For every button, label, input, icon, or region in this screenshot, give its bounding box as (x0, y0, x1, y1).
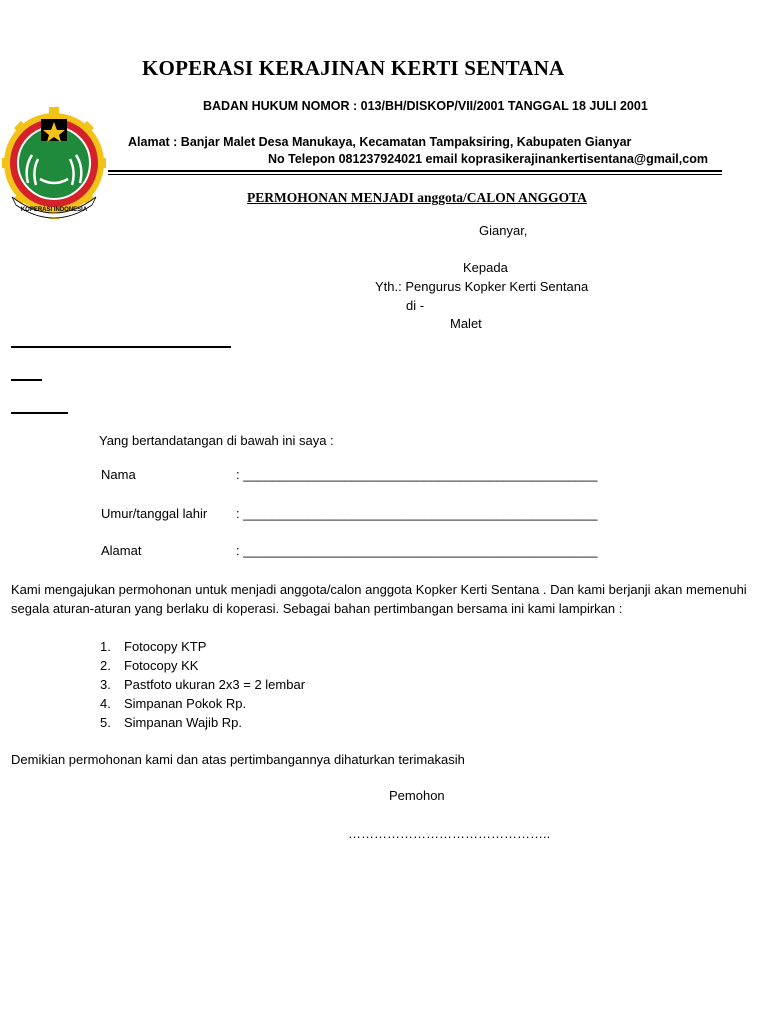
place-date: Gianyar, (479, 223, 528, 238)
list-number: 5. (100, 715, 111, 730)
attachments-list (100, 637, 305, 732)
field-label-age-birthdate: Umur/tanggal lahir (101, 506, 208, 521)
list-number: 2. (100, 658, 111, 673)
recipient-di: di - (406, 298, 425, 313)
field-input-age-birthdate[interactable]: : _________________________________________________ (236, 506, 598, 521)
list-item (100, 637, 305, 656)
list-number: 3. (100, 677, 111, 692)
organization-contact: No Telepon 081237924021 email koprasikerajinankertisentana@gmail,com (268, 152, 708, 166)
organization-address: Alamat : Banjar Malet Desa Manukaya, Kecamatan Tampaksiring, Kabupaten Gianyar (128, 135, 632, 149)
recipient: Yth.: Pengurus Kopker Kerti Sentana (375, 279, 589, 294)
form-intro: Yang bertandatangan di bawah ini saya : (99, 433, 334, 448)
field-input-name[interactable]: : _________________________________________________ (236, 467, 598, 482)
blank-line-3 (11, 412, 68, 414)
list-text: Pastfoto ukuran 2x3 = 2 lembar (124, 677, 306, 692)
list-item (100, 675, 305, 694)
list-text: Simpanan Wajib Rp. (124, 715, 243, 730)
list-number: 1. (100, 639, 111, 654)
list-text: Fotocopy KK (124, 658, 199, 673)
list-item (100, 713, 305, 732)
document-title: PERMOHONAN MENJADI anggota/CALON ANGGOTA (247, 190, 587, 205)
list-text: Fotocopy KTP (124, 639, 207, 654)
list-text: Simpanan Pokok Rp. (124, 696, 247, 711)
logo-text: KOPERASI INDONESIA (20, 207, 88, 213)
field-label-address: Alamat (101, 543, 142, 558)
blank-line-1 (11, 346, 231, 348)
application-statement: Kami mengajukan permohonan untuk menjadi anggota/calon anggota Kopker Kerti Sentana . Dan kami berjanji akan memenuhi segala aturan-aturan yang berlaku di koperasi. Sebagai bahan pertimbangan bersama ini kami lampirkan : (11, 582, 747, 616)
koperasi-logo (2, 105, 106, 227)
list-number: 4. (100, 696, 111, 711)
star-icon (41, 119, 67, 142)
applicant-label: Pemohon (389, 788, 445, 803)
header-divider-bottom (108, 174, 722, 175)
list-item (100, 656, 305, 675)
signature-line[interactable]: ……………………………………….. (348, 826, 551, 841)
closing-statement: Demikian permohonan kami dan atas pertimbangannya dihaturkan terimakasih (11, 752, 465, 767)
field-input-address[interactable]: : _________________________________________________ (236, 543, 598, 558)
legal-registration: BADAN HUKUM NOMOR : 013/BH/DISKOP/VII/2001 TANGGAL 18 JULI 2001 (203, 99, 648, 113)
recipient-location: Malet (450, 316, 482, 331)
field-label-name: Nama (101, 467, 136, 482)
blank-line-2 (11, 379, 42, 381)
header-divider-top (108, 170, 722, 172)
to-label: Kepada (463, 260, 508, 275)
organization-name: KOPERASI KERAJINAN KERTI SENTANA (142, 56, 565, 80)
list-item (100, 694, 305, 713)
